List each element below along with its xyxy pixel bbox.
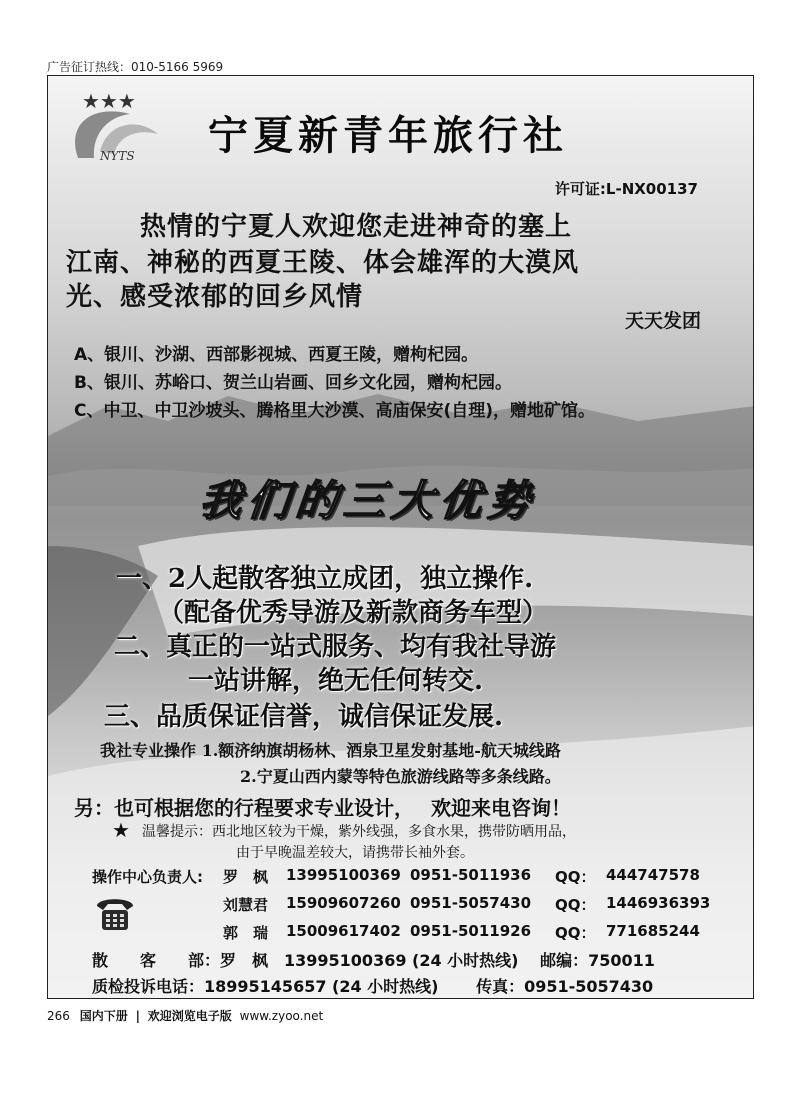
contact-mobile: 13995100369 [286, 866, 401, 884]
advantage-item: 三、品质保证信誉，诚信保证发展. [104, 702, 504, 732]
contact-name: 刘慧君 [223, 896, 269, 914]
ops-center-label: 操作中心负责人: [92, 868, 203, 886]
retail-department-line: 散 客 部：罗 枫 13995100369 (24 小时热线) 邮编：750011 [92, 951, 655, 970]
agency-name: 宁夏新青年旅行社 [208, 112, 568, 159]
website-link[interactable]: www.zyoo.net [239, 1009, 324, 1023]
contact-mobile: 15009617402 [286, 922, 401, 940]
custom-design-note: 另：也可根据您的行程要求专业设计， 欢迎来电咨询！ [74, 796, 571, 820]
travel-tip: 温馨提示：西北地区较为干燥，紫外线强，多食水果，携带防晒用品， [142, 824, 576, 840]
travel-advertisement [47, 75, 754, 999]
qq-label: QQ： [555, 924, 596, 942]
contact-qq: 771685244 [606, 922, 700, 940]
contact-tel: 0951-5057430 [410, 894, 532, 912]
logo-stars: ★★★ [82, 89, 136, 113]
advantage-item: （配备优秀导游及新款商务车型） [158, 598, 549, 628]
page-number: 266 [47, 1009, 70, 1023]
travel-tip: 由于早晚温差较大，请携带长袖外套。 [236, 845, 474, 861]
telephone-icon [94, 892, 136, 932]
star-icon: ★ [112, 818, 130, 842]
contact-tel: 0951-5011936 [410, 866, 532, 884]
advantage-item: 一站讲解，绝无任何转交. [188, 666, 484, 696]
advantages-title: 我们的三大优势 [197, 476, 539, 525]
qq-label: QQ： [555, 868, 596, 886]
advantage-item: 二、真正的一站式服务、均有我社导游 [114, 632, 557, 662]
logo-text: NYTS [100, 149, 135, 163]
section-label: 国内下册 [79, 1009, 128, 1023]
agency-logo [70, 86, 162, 166]
footer-separator: | [135, 1009, 140, 1023]
special-operation: 2.宁夏山西内蒙等特色旅游线路等多条线路。 [240, 767, 561, 786]
intro-line: 光、感受浓郁的回乡风情 [66, 282, 364, 312]
qq-label: QQ： [555, 896, 596, 914]
footer-slogan: 欢迎浏览电子版 [147, 1009, 232, 1023]
contact-qq: 1446936393 [606, 894, 711, 912]
intro-line: 热情的宁夏人欢迎您走进神奇的塞上 [140, 212, 573, 242]
contact-tel: 0951-5011926 [410, 922, 532, 940]
route-item: C、中卫、中卫沙坡头、腾格里大沙漠、高庙保安(自理)，赠地矿馆。 [74, 401, 596, 421]
page-footer [47, 1007, 323, 1024]
advantage-item: 一、2人起散客独立成团，独立操作. [116, 564, 534, 594]
license-number: 许可证:L-NX00137 [554, 180, 698, 198]
route-item: B、银川、苏峪口、贺兰山岩画、回乡文化园，赠枸杞园。 [74, 373, 512, 393]
daily-tour-label: 天天发团 [624, 310, 701, 332]
contact-name: 郭 瑞 [223, 924, 269, 942]
contact-mobile: 15909607260 [286, 894, 401, 912]
intro-line: 江南、神秘的西夏王陵、体会雄浑的大漠风 [66, 248, 580, 278]
contact-qq: 444747578 [606, 866, 700, 884]
ad-hotline: 广告征订热线：010-5166 5969 [47, 60, 224, 74]
complaint-line: 质检投诉电话：18995145657 (24 小时热线) 传真：0951-5057430 [92, 977, 654, 996]
contact-name: 罗 枫 [223, 868, 269, 886]
route-item: A、银川、沙湖、西部影视城、西夏王陵，赠枸杞园。 [74, 345, 479, 365]
special-operation: 我社专业操作 1.额济纳旗胡杨林、酒泉卫星发射基地-航天城线路 [100, 741, 561, 760]
